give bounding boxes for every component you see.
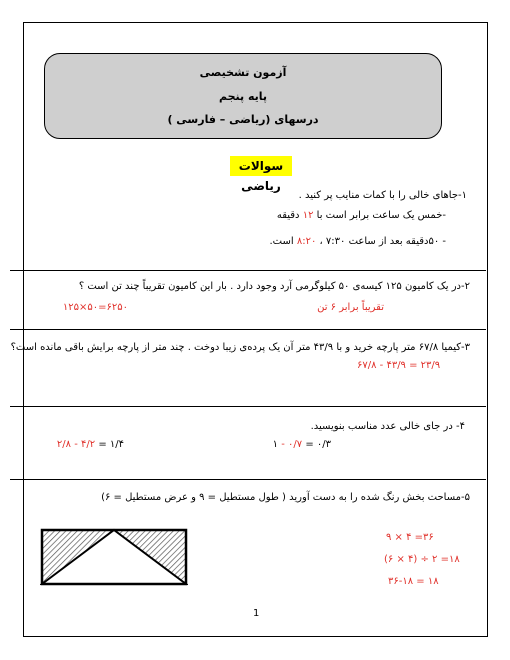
q4-eq1-blank: ۰/۷ - <box>281 439 303 450</box>
q5-calc-1: ۹ × ۴ =۳۶ <box>386 532 434 543</box>
q1-prompt: ۱-جاهای خالی را با کمات منایب پر کنید . <box>298 190 467 201</box>
q3-answer: ۶۷/۸ - ۴۳/۹ = ۲۳/۹ <box>357 360 441 371</box>
q4-eq2-blank: ۴/۲ - ۲/۸ <box>56 439 96 450</box>
exam-header <box>44 53 442 139</box>
divider <box>10 329 486 330</box>
q1-line-a <box>277 210 446 221</box>
q5-calc-3: ۳۶-۱۸ = ۱۸ <box>388 576 439 587</box>
q4-eq2 <box>57 439 124 450</box>
q5-calc-2: (۶ × ۴) ÷ ۲ =۱۸ <box>384 554 460 565</box>
q2-answer-a: ۶۲۵۰=۵۰×۱۲۵ <box>62 302 128 313</box>
q1-line-b-end: است. <box>269 236 294 247</box>
divider <box>10 406 486 407</box>
shaded-rectangle-figure <box>40 528 188 586</box>
q4-prompt: ۴- در جای خالی عدد مناسب بنویسید. <box>310 421 465 432</box>
q4-eq2-lhs: ۱/۴ = <box>98 439 124 450</box>
exam-title: آزمون تشخیصی <box>199 66 287 79</box>
q5-prompt: ۵-مساحت بخش رنگ شده را به دست آورید ( طول مستطیل = ۹ و عرض مستطیل = ۶) <box>101 492 470 503</box>
q3-prompt: ۳-کیمیا ۶۷/۸ متر پارچه خرید و با ۴۳/۹ متر آن یک پرده‌ی زیبا دوخت . چند متر از پارچه برایش باقی مانده است؟ <box>10 342 470 353</box>
q1-line-a-unit: دقیقه <box>276 210 300 221</box>
q2-prompt: ۲-در یک کامیون ۱۲۵ کیسه‌ی ۵۰ کیلوگرمی آرد وجود دارد . بار این کامیون تقریباً چند تن است ؟ <box>78 281 470 292</box>
exam-subjects: درسهای (ریاضی – فارسی ) <box>167 113 319 126</box>
q4-eq1-end: ۱ <box>272 439 279 450</box>
divider <box>10 479 486 480</box>
section-title: سوالات ریاضی <box>230 156 292 176</box>
q1-line-a-answer: ۱۲ <box>302 210 314 221</box>
divider <box>10 270 486 271</box>
q4-eq1-lhs: ۰/۳ = <box>305 439 331 450</box>
q4-eq1 <box>273 439 331 450</box>
exam-grade: پایه پنجم <box>218 90 268 103</box>
q1-line-b-answer: ۸:۲۰ <box>296 236 317 247</box>
q1-line-b <box>269 236 446 247</box>
page-number: 1 <box>253 608 260 619</box>
q1-line-b-text: - ۵۰دقیقه بعد از ساعت ۷:۳۰ ، <box>319 236 446 247</box>
q2-answer-b: تقریباً برابر ۶ تن <box>317 302 384 313</box>
q1-line-a-text: -خمس یک ساعت برابر است با <box>316 210 446 221</box>
